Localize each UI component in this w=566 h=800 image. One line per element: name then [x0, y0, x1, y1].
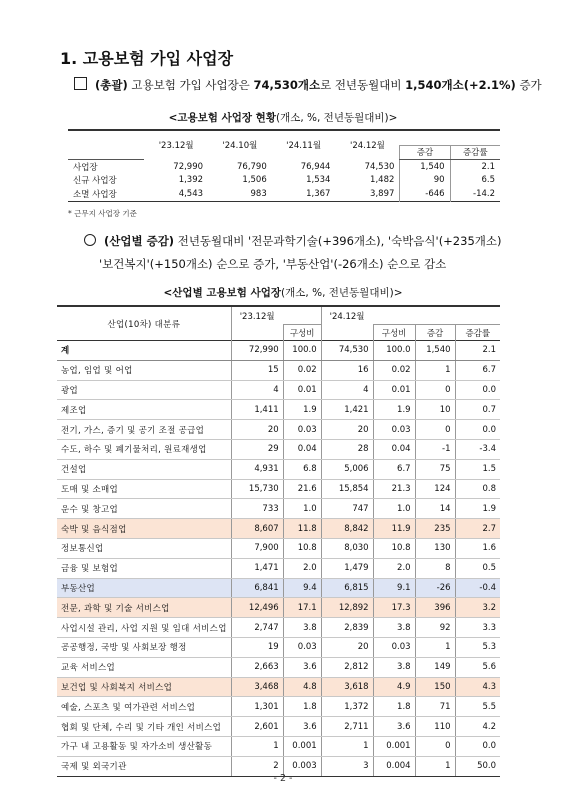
cell: 0.03	[373, 637, 415, 657]
cell: -14.2	[450, 187, 500, 201]
cell: 8,030	[321, 538, 373, 558]
table-row	[57, 637, 500, 657]
header-share: 구성비	[373, 325, 415, 341]
section2-line1: 전년동월대비 '전문과학기술(+396개소), '숙박음식'(+235개소)	[177, 234, 502, 248]
cell: 0	[415, 420, 455, 440]
cell: 0.5	[455, 558, 500, 578]
industry-name: 보건업 및 사회복지 서비스업	[57, 677, 231, 697]
cell: 0.03	[373, 420, 415, 440]
cell: 3.6	[283, 657, 321, 677]
total-row	[57, 341, 500, 361]
cell: 100.0	[373, 341, 415, 361]
cell: 3.8	[373, 618, 415, 638]
cell: 3.3	[455, 618, 500, 638]
cell: 1,479	[321, 558, 373, 578]
industry-name: 도매 및 소매업	[57, 479, 231, 499]
cell: 1.9	[373, 400, 415, 420]
cell: 76,790	[237, 161, 267, 172]
cell: 4	[231, 380, 283, 400]
cell: 0.01	[283, 380, 321, 400]
cell: 0.0	[455, 736, 500, 756]
cell: 100.0	[283, 341, 321, 361]
header-spacer	[373, 306, 500, 325]
cell: 2.0	[283, 558, 321, 578]
row-label: 사업장	[73, 162, 98, 173]
table-row	[57, 479, 500, 499]
table2-caption-rest: (개소, %, 전년동월대비)>	[281, 287, 403, 299]
industry-name: 계	[57, 341, 231, 361]
cell: 4	[321, 380, 373, 400]
table1-header: '24.12월	[349, 141, 385, 152]
industry-name: 수도, 하수 및 폐기물처리, 원료재생업	[57, 439, 231, 459]
row-label: 소멸 사업장	[73, 189, 117, 200]
cell: 17.1	[283, 598, 321, 618]
cell: 4,543	[178, 188, 204, 199]
section-heading: 1. 고용보험 가입 사업장	[60, 49, 234, 68]
cell: 3,618	[321, 677, 373, 697]
cell: 0.04	[373, 439, 415, 459]
cell: 150	[415, 677, 455, 697]
table1-header: '24.10월	[222, 141, 258, 152]
table-row	[57, 499, 500, 519]
cell: 1,372	[321, 697, 373, 717]
cell: 17.3	[373, 598, 415, 618]
cell: 110	[415, 717, 455, 737]
cell: 1	[231, 736, 283, 756]
summary-value2: 1,540개소(+2.1%)	[405, 78, 516, 92]
cell: 15,854	[321, 479, 373, 499]
header-2312: '23.12월	[239, 311, 275, 322]
cell: 4,931	[231, 459, 283, 479]
industry-name: 건설업	[57, 459, 231, 479]
header-spacer	[231, 325, 283, 341]
cell: 0.0	[455, 420, 500, 440]
cell: 92	[415, 618, 455, 638]
cell: 0.03	[283, 420, 321, 440]
table1-corner-bottom	[68, 145, 144, 160]
table-row	[68, 160, 500, 174]
table2-caption	[0, 285, 566, 300]
cell: 1,482	[370, 175, 395, 186]
cell: 3.6	[283, 717, 321, 737]
table-row	[57, 400, 500, 420]
cell: -0.4	[455, 578, 500, 598]
cell: 1	[415, 756, 455, 776]
cell: 9.4	[283, 578, 321, 598]
cell: 2,839	[321, 618, 373, 638]
industry-name: 금융 및 보험업	[57, 558, 231, 578]
cell: 10	[415, 400, 455, 420]
summary-text3: 증가	[519, 78, 542, 92]
cell: 1.6	[455, 538, 500, 558]
industry-name: 국제 및 외국기관	[57, 756, 231, 776]
cell: 1,506	[242, 175, 267, 186]
cell: 3.8	[283, 618, 321, 638]
cell: 10.8	[373, 538, 415, 558]
cell: 235	[415, 519, 455, 539]
table-row	[57, 717, 500, 737]
table1-header-spacer	[400, 130, 500, 145]
table-row	[57, 677, 500, 697]
cell: 0.02	[283, 360, 321, 380]
cell: 6,815	[321, 578, 373, 598]
cell: 11.9	[373, 519, 415, 539]
cell: 1.0	[373, 499, 415, 519]
industry-name: 운수 및 창고업	[57, 499, 231, 519]
cell: 733	[231, 499, 283, 519]
circle-bullet-icon	[84, 234, 96, 246]
cell: 2,812	[321, 657, 373, 677]
cell: 29	[231, 439, 283, 459]
cell: 0.02	[373, 360, 415, 380]
cell: 1,367	[306, 188, 331, 199]
table-row	[57, 420, 500, 440]
cell: 1	[415, 360, 455, 380]
cell: 124	[415, 479, 455, 499]
cell: 3.6	[373, 717, 415, 737]
cell: 5,006	[321, 459, 373, 479]
cell: 2.1	[450, 160, 500, 174]
cell: 8,607	[231, 519, 283, 539]
table1-caption-rest: (개소, %, 전년동월대비)>	[275, 112, 398, 124]
table-row	[57, 558, 500, 578]
cell: 0.04	[283, 439, 321, 459]
cell: 6.7	[373, 459, 415, 479]
cell: 1.9	[455, 499, 500, 519]
table-row	[57, 736, 500, 756]
cell: 12,496	[231, 598, 283, 618]
cell: 747	[321, 499, 373, 519]
industry-name: 광업	[57, 380, 231, 400]
cell: 76,944	[300, 161, 331, 172]
row-label: 신규 사업장	[73, 176, 117, 187]
table-row	[57, 360, 500, 380]
cell: 74,530	[364, 161, 395, 172]
cell: 2,747	[231, 618, 283, 638]
cell: 9.1	[373, 578, 415, 598]
table-row	[57, 439, 500, 459]
cell: 0	[415, 380, 455, 400]
cell: 75	[415, 459, 455, 479]
section2-line2: '보건복지'(+150개소) 순으로 증가, '부동산업'(-26개소) 순으로 감소	[99, 257, 447, 271]
cell: 1.8	[283, 697, 321, 717]
header-2412: '24.12월	[321, 306, 373, 325]
cell: 983	[250, 188, 267, 199]
cell: 2	[231, 756, 283, 776]
table1-note: * 근무지 사업장 기준	[68, 209, 137, 218]
cell: 20	[321, 420, 373, 440]
cell: 0.001	[373, 736, 415, 756]
cell: 149	[415, 657, 455, 677]
cell: 5.6	[455, 657, 500, 677]
cell: 130	[415, 538, 455, 558]
cell: 0	[415, 736, 455, 756]
cell: 2.1	[455, 341, 500, 361]
table-row	[68, 174, 500, 188]
cell: 15	[231, 360, 283, 380]
table-row	[57, 459, 500, 479]
industry-name: 정보통신업	[57, 538, 231, 558]
table-row	[57, 697, 500, 717]
cell: 4.2	[455, 717, 500, 737]
table-row	[57, 380, 500, 400]
table-row	[57, 538, 500, 558]
industry-name: 공공행정, 국방 및 사회보장 행정	[57, 637, 231, 657]
cell: 1.9	[283, 400, 321, 420]
cell: 14	[415, 499, 455, 519]
cell: 7,900	[231, 538, 283, 558]
table-row	[57, 657, 500, 677]
cell: 4.8	[283, 677, 321, 697]
cell: 1	[415, 637, 455, 657]
cell: 5.3	[455, 637, 500, 657]
cell: 72,990	[231, 341, 283, 361]
cell: 20	[321, 637, 373, 657]
industry-name: 예술, 스포츠 및 여가관련 서비스업	[57, 697, 231, 717]
industry-name: 전기, 가스, 증기 및 공기 조절 공급업	[57, 420, 231, 440]
cell: 1.5	[455, 459, 500, 479]
cell: 0.7	[455, 400, 500, 420]
summary-line	[74, 77, 542, 93]
cell: 4.3	[455, 677, 500, 697]
header-share: 구성비	[283, 325, 321, 341]
cell: 2.0	[373, 558, 415, 578]
industry-name: 숙박 및 음식점업	[57, 519, 231, 539]
industry-name: 사업시설 관리, 사업 지원 및 임대 서비스업	[57, 618, 231, 638]
cell: 1.0	[283, 499, 321, 519]
cell: 72,990	[173, 161, 204, 172]
cell: 0.004	[373, 756, 415, 776]
cell: 6.8	[283, 459, 321, 479]
cell: 0.03	[283, 637, 321, 657]
industry-name: 교육 서비스업	[57, 657, 231, 677]
industry-name: 가구 내 고용활동 및 자가소비 생산활동	[57, 736, 231, 756]
cell: 2,601	[231, 717, 283, 737]
cell: 2,711	[321, 717, 373, 737]
cell: 71	[415, 697, 455, 717]
industry-name: 농업, 임업 및 어업	[57, 360, 231, 380]
cell: 5.5	[455, 697, 500, 717]
industry-name: 제조업	[57, 400, 231, 420]
header-change: 증감	[415, 325, 455, 341]
cell: 396	[415, 598, 455, 618]
table1-header: 증감률	[450, 145, 500, 160]
cell: 6.5	[450, 174, 500, 188]
header-rate: 증감률	[455, 325, 500, 341]
cell: 6,841	[231, 578, 283, 598]
industry-name: 부동산업	[57, 578, 231, 598]
cell: 6.7	[455, 360, 500, 380]
table1-header: '24.11월	[286, 141, 322, 152]
cell: 3,468	[231, 677, 283, 697]
cell: 16	[321, 360, 373, 380]
table2-caption-bold: <산업별 고용보험 사업장	[163, 287, 282, 299]
cell: 1	[321, 736, 373, 756]
header-spacer	[283, 306, 321, 325]
cell: 3.8	[373, 657, 415, 677]
checkbox-square-icon	[74, 77, 87, 90]
cell: 2.7	[455, 519, 500, 539]
establishment-status-table	[68, 129, 500, 202]
cell: 1,301	[231, 697, 283, 717]
table1-corner	[68, 130, 144, 145]
cell: 10.8	[283, 538, 321, 558]
cell: 1.8	[373, 697, 415, 717]
cell: 11.8	[283, 519, 321, 539]
page-number: - 2 -	[273, 773, 293, 784]
cell: 0.0	[455, 380, 500, 400]
summary-text1: 고용보험 가입 사업장은	[131, 78, 250, 92]
cell: 21.6	[283, 479, 321, 499]
table-row	[68, 187, 500, 201]
table1-caption-bold: <고용보험 사업장 현황	[168, 112, 276, 124]
table-row	[57, 618, 500, 638]
cell: 8,842	[321, 519, 373, 539]
cell: 8	[415, 558, 455, 578]
industry-name: 협회 및 단체, 수리 및 기타 개인 서비스업	[57, 717, 231, 737]
cell: 12,892	[321, 598, 373, 618]
industry-summary	[84, 230, 501, 276]
cell: -1	[415, 439, 455, 459]
cell: 0.01	[373, 380, 415, 400]
cell: 0.001	[283, 736, 321, 756]
cell: 15,730	[231, 479, 283, 499]
table-row	[57, 578, 500, 598]
summary-value1: 74,530개소	[253, 78, 321, 92]
cell: 1,540	[415, 341, 455, 361]
cell: 1,540	[400, 160, 450, 174]
cell: 1,471	[231, 558, 283, 578]
cell: 1,411	[231, 400, 283, 420]
cell: 21.3	[373, 479, 415, 499]
cell: 19	[231, 637, 283, 657]
cell: 74,530	[321, 341, 373, 361]
cell: 20	[231, 420, 283, 440]
cell: 50.0	[455, 756, 500, 776]
cell: 0.8	[455, 479, 500, 499]
table1-header: '23.12월	[158, 141, 194, 152]
section2-tag: (산업별 증감)	[104, 234, 175, 248]
cell: 4.9	[373, 677, 415, 697]
cell: -646	[400, 187, 450, 201]
cell: 1,534	[306, 175, 331, 186]
table1-caption	[0, 110, 566, 125]
cell: 1,421	[321, 400, 373, 420]
cell: 28	[321, 439, 373, 459]
summary-text2: 로 전년동월대비	[320, 78, 402, 92]
table-row	[57, 519, 500, 539]
cell: 1,392	[178, 175, 204, 186]
header-spacer	[321, 325, 373, 341]
table1-header: 증감	[400, 145, 450, 160]
cell: 3	[321, 756, 373, 776]
header-industry: 산업(10차) 대분류	[57, 306, 231, 341]
cell: 3,897	[370, 188, 395, 199]
cell: -26	[415, 578, 455, 598]
table-row	[57, 598, 500, 618]
cell: 90	[400, 174, 450, 188]
cell: 2,663	[231, 657, 283, 677]
industry-table-body	[57, 341, 500, 777]
cell: 3.2	[455, 598, 500, 618]
industry-name: 전문, 과학 및 기술 서비스업	[57, 598, 231, 618]
summary-tag: (총괄)	[95, 78, 128, 92]
industry-table	[57, 305, 500, 777]
cell: 0.003	[283, 756, 321, 776]
cell: -3.4	[455, 439, 500, 459]
